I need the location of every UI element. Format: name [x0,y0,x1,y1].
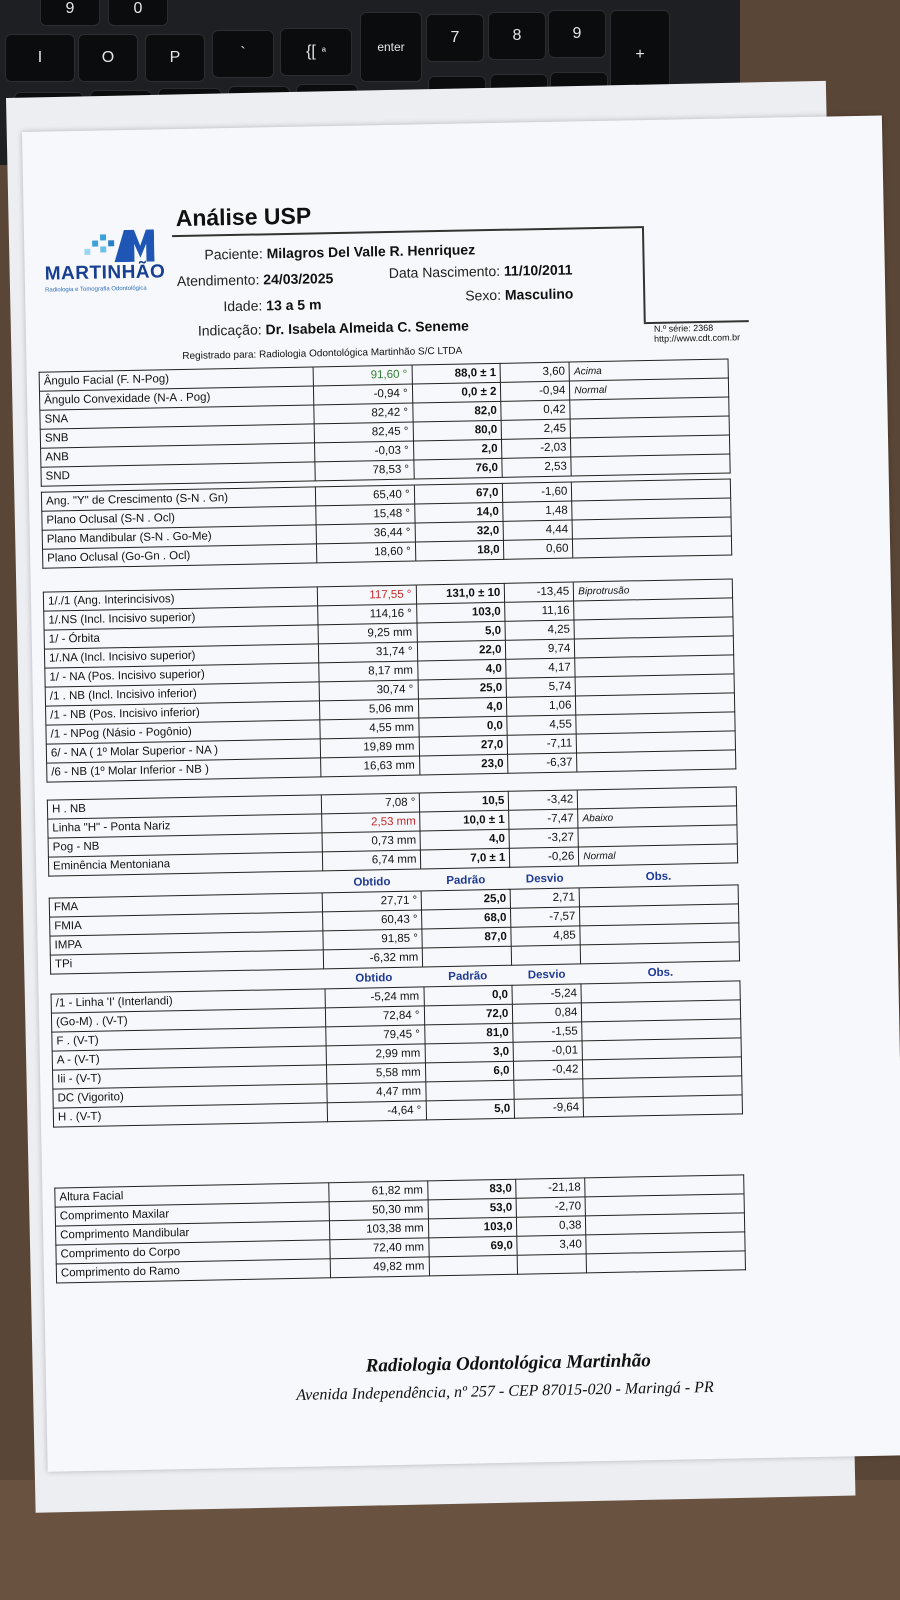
deviation-value: 4,44 [504,520,573,540]
measure-name: Comprimento do Ramo [56,1259,330,1283]
standard-value: 103,0 [416,602,505,623]
sex-value: Masculino [504,285,574,303]
standard-value: 4,0 [420,829,509,850]
measure-name: Pog - NB [48,833,322,857]
measure-name: Comprimento Mandibular [56,1221,330,1245]
measure-name: 1/ - NA (Pos. Incisivo superior) [45,663,319,687]
key[interactable]: 7 [426,14,484,62]
measurement-table [50,962,743,1127]
standard-value: 69,0 [428,1236,517,1257]
standard-value: 82,0 [412,401,501,422]
deviation-value: 3,40 [517,1235,586,1255]
column-header: Desvio [527,968,566,982]
measured-value: 114,16 ° [317,604,416,625]
measurement-table [41,478,732,568]
deviation-value [518,1254,587,1274]
measure-name: 6/ - NA ( 1º Molar Superior - NA ) [46,739,320,763]
measured-value: 2,99 mm [326,1044,425,1065]
measure-name: TPi [50,950,324,974]
sex-row: Sexo: Masculino [465,285,574,304]
standard-value [425,1080,514,1101]
standard-value: 32,0 [415,521,504,542]
deviation-value [514,1079,583,1099]
key[interactable]: 8 [488,12,546,60]
observation: Abaixo [578,806,737,828]
key[interactable]: 9 [548,10,606,58]
deviation-value: -3,27 [509,828,578,848]
key[interactable]: { [ ª [280,28,352,76]
column-header: Padrão [448,970,488,983]
standard-value: 4,0 [417,659,506,680]
measurement-table [39,358,731,486]
deviation-value: 2,45 [502,419,571,439]
deviation-value: 4,55 [507,715,576,735]
measurement-table [48,866,740,974]
deviation-value: -7,47 [509,809,578,829]
key[interactable]: 0 [108,0,168,26]
observation: Acima [569,359,728,381]
deviation-value: 4,25 [505,620,574,640]
standard-value: 0,0 ± 2 [412,382,501,403]
standard-value: 23,0 [419,754,508,775]
standard-value: 22,0 [417,640,506,661]
appointment-date: 24/03/2025 [263,270,334,288]
measured-value: 30,74 ° [319,680,418,701]
measure-name: /1 - Linha 'I' (Interlandi) [51,989,325,1013]
appointment-row: Atendimento: 24/03/2025 [176,270,334,290]
measure-name: Ângulo Facial (F. N-Pog) [39,367,313,391]
standard-value: 53,0 [428,1198,517,1219]
measured-value: 103,38 mm [329,1219,428,1240]
measure-name: Plano Mandibular (S-N . Go-Me) [42,525,316,549]
measure-name: 1/.NA (Incl. Incisivo superior) [44,644,318,668]
measured-value: -0,03 ° [314,441,413,462]
deviation-value: -13,45 [505,582,574,602]
deviation-value: -5,24 [512,984,581,1004]
patient-name: Milagros Del Valle R. Henriquez [266,241,476,262]
measure-name: Ângulo Convexidade (N-A . Pog) [39,386,313,410]
measured-value: 72,84 ° [325,1006,424,1027]
deviation-value: 5,74 [506,677,575,697]
measured-value: 15,48 ° [315,504,414,525]
footer-clinic-name: Radiologia Odontológica Martinhão [365,1350,651,1377]
key[interactable]: ` [212,30,274,78]
patient-row: Paciente: Milagros Del Valle R. Henriquez [204,241,476,263]
measured-value: 117,55 ° [317,585,416,606]
measurement-table [47,786,738,876]
measure-name: DC (Vigorito) [53,1084,327,1108]
measured-value: 78,53 ° [315,460,414,481]
deviation-value: 1,06 [507,696,576,716]
footer-address: Avenida Independência, nº 257 - CEP 87015-020 - Maringá - PR [296,1378,714,1404]
measured-value: 79,45 ° [325,1025,424,1046]
deviation-value: 2,53 [502,457,571,477]
measure-name: /1 - NB (Pos. Incisivo inferior) [46,701,320,725]
deviation-value: 3,60 [500,362,569,382]
key[interactable]: O [78,34,138,82]
standard-value: 14,0 [414,502,503,523]
measure-name: FMIA [50,912,324,936]
standard-value: 10,5 [420,791,509,812]
measure-name: Ang. "Y" de Crescimento (S-N . Gn) [41,487,315,511]
measure-name: ANB [41,443,315,467]
key[interactable]: P [145,34,205,82]
standard-value: 18,0 [415,540,504,561]
deviation-value: -1,55 [513,1022,582,1042]
indication-row: Indicação: Dr. Isabela Almeida C. Seneme [197,317,470,339]
measure-name: Altura Facial [55,1183,329,1207]
measurement-table [54,1174,746,1283]
standard-value [423,946,512,967]
standard-value: 72,0 [424,1004,513,1025]
standard-value: 10,0 ± 1 [420,810,509,831]
deviation-value: 0,60 [504,539,573,559]
observation: Normal [579,844,738,866]
column-header: Obtido [355,972,393,985]
standard-value [429,1255,518,1276]
measured-value: 91,85 ° [323,929,422,950]
standard-value: 131,0 ± 10 [416,583,505,604]
deviation-value: -9,64 [515,1098,584,1118]
standard-value: 7,0 ± 1 [421,848,510,869]
measure-name: /6 - NB (1º Molar Inferior - NB ) [47,758,321,782]
observation [571,454,730,476]
title-frame [642,226,646,322]
measured-value: 4,55 mm [319,718,418,739]
deviation-value [512,945,581,965]
measured-value: 0,73 mm [322,831,421,852]
measured-value: 5,06 mm [319,699,418,720]
website: http://www.cdt.com.br [653,332,741,344]
logo-name: MARTINHÃO [44,261,166,285]
measurement-table [43,578,737,782]
measure-name: Comprimento do Corpo [56,1240,330,1264]
measured-value: 19,89 mm [320,737,419,758]
measured-value: 8,17 mm [318,661,417,682]
column-header: Obtido [353,876,391,889]
measured-value: -4,64 ° [327,1101,426,1122]
standard-value: 2,0 [413,439,502,460]
measured-value: 6,74 mm [322,850,421,871]
measured-value: 16,63 mm [320,756,419,777]
indication-value: Dr. Isabela Almeida C. Seneme [265,317,470,338]
birth-date: 11/10/2011 [503,261,573,279]
standard-value: 25,0 [418,678,507,699]
observation [580,942,739,964]
standard-value: 76,0 [413,458,502,479]
deviation-value: -7,57 [511,907,580,927]
deviation-value: -0,01 [513,1041,582,1061]
deviation-value: -3,42 [509,790,578,810]
measure-name: H . NB [47,795,321,819]
measured-value: 36,44 ° [316,523,415,544]
measured-value: 2,53 mm [321,812,420,833]
standard-value: 25,0 [422,889,511,910]
standard-value: 87,0 [422,927,511,948]
deviation-value: 0,42 [501,400,570,420]
standard-value: 68,0 [422,908,511,929]
measured-value: 61,82 mm [328,1181,427,1202]
measure-name: 1/.NS (Incl. Incisivo superior) [44,606,318,630]
observation [586,1251,745,1273]
deviation-value: 11,16 [505,601,574,621]
deviation-value: -6,37 [508,753,577,773]
deviation-value: -0,26 [510,847,579,867]
deviation-value: 2,71 [510,888,579,908]
measure-name: H . (V-T) [53,1103,327,1127]
measured-value: 7,08 ° [321,793,420,814]
deviation-value: -21,18 [516,1178,585,1198]
observation [577,750,736,772]
standard-value: 0,0 [423,985,512,1006]
deviation-value: -7,11 [508,734,577,754]
measured-value: -5,24 mm [325,987,424,1008]
age-row: Idade: 13 a 5 m [223,296,322,315]
deviation-value: 4,85 [511,926,580,946]
measure-name: Linha "H" - Ponta Nariz [48,814,322,838]
measured-value: 9,25 mm [318,623,417,644]
measure-name: (Go-M) . (V-T) [51,1008,325,1032]
standard-value: 0,0 [418,716,507,737]
measure-name: Comprimento Maxilar [55,1202,329,1226]
deviation-value: -2,70 [516,1197,585,1217]
measure-name: F . (V-T) [52,1027,326,1051]
measure-name: FMA [49,893,323,917]
standard-value: 5,0 [426,1099,515,1120]
measured-value: 18,60 ° [316,542,415,563]
key[interactable]: + [610,10,670,100]
measure-name: Plano Oclusal (Go-Gn . Ocl) [43,544,317,568]
measured-value: 60,43 ° [323,910,422,931]
measured-value: 72,40 mm [329,1238,428,1259]
observation: Normal [570,378,729,400]
standard-value: 83,0 [427,1179,516,1200]
deviation-value: -0,42 [514,1060,583,1080]
measure-name: SND [41,462,315,486]
measured-value: 31,74 ° [318,642,417,663]
measure-name: /1 - NPog (Násio - Pogônio) [46,720,320,744]
measure-name: Iii - (V-T) [53,1065,327,1089]
standard-value: 3,0 [425,1042,514,1063]
measure-name: 1/ - Órbita [44,625,318,649]
deviation-value: -1,60 [503,482,572,502]
measured-value: -0,94 ° [313,384,412,405]
standard-value: 81,0 [424,1023,513,1044]
serial-number: N.º série: 2368 [653,322,714,334]
deviation-value: 0,84 [513,1003,582,1023]
key[interactable]: 9 [40,0,100,26]
observation [573,536,732,558]
measured-value: 91,60 ° [313,365,412,386]
measured-value: 65,40 ° [315,485,414,506]
measure-name: 1/./1 (Ang. Interincisivos) [43,587,317,611]
column-header: Desvio [525,872,564,886]
standard-value: 4,0 [418,697,507,718]
standard-value: 6,0 [425,1061,514,1082]
standard-value: 5,0 [417,621,506,642]
measured-value: 82,45 ° [314,422,413,443]
measured-value: 50,30 mm [329,1200,428,1221]
key[interactable]: I [5,34,75,82]
deviation-value: 1,48 [503,501,572,521]
deviation-value: -2,03 [502,438,571,458]
enter-key[interactable]: enter [360,12,422,82]
measure-name: SNA [40,405,314,429]
measure-name: SNB [40,424,314,448]
measure-name: Eminência Mentoniana [48,852,322,876]
column-header: Obs. [647,966,674,980]
standard-value: 80,0 [413,420,502,441]
observation: Biprotrusão [574,579,733,601]
measure-name: /1 . NB (Incl. Incisivo inferior) [45,682,319,706]
birth-row: Data Nascimento: 11/10/2011 [388,261,573,281]
report-page [22,115,900,1471]
age-value: 13 a 5 m [266,296,322,314]
logo-subtitle: Radiologia e Tomografia Odontológica [44,285,147,294]
observation [583,1095,742,1117]
column-header: Padrão [446,874,486,887]
measured-value: -6,32 mm [324,948,423,969]
standard-value: 67,0 [414,483,503,504]
measure-name: IMPA [50,931,324,955]
deviation-value: -0,94 [501,381,570,401]
measured-value: 27,71 ° [323,891,422,912]
deviation-value: 0,38 [517,1216,586,1236]
report-title: Análise USP [175,202,312,232]
column-header: Obs. [645,870,672,884]
measured-value: 5,58 mm [326,1063,425,1084]
standard-value: 27,0 [419,735,508,756]
measured-value: 4,47 mm [326,1082,425,1103]
deviation-value: 9,74 [506,639,575,659]
registered-row: Registrado para: Radiologia Odontológica Martinhão S/C LTDA [182,345,463,362]
measure-name: A - (V-T) [52,1046,326,1070]
clinic-logo [44,225,174,294]
measured-value: 82,42 ° [313,403,412,424]
logo-mark-icon [84,225,155,262]
standard-value: 103,0 [428,1217,517,1238]
measured-value: 49,82 mm [330,1257,429,1278]
deviation-value: 4,17 [506,658,575,678]
standard-value: 88,0 ± 1 [412,363,501,384]
measure-name: Plano Oclusal (S-N . Ocl) [42,506,316,530]
